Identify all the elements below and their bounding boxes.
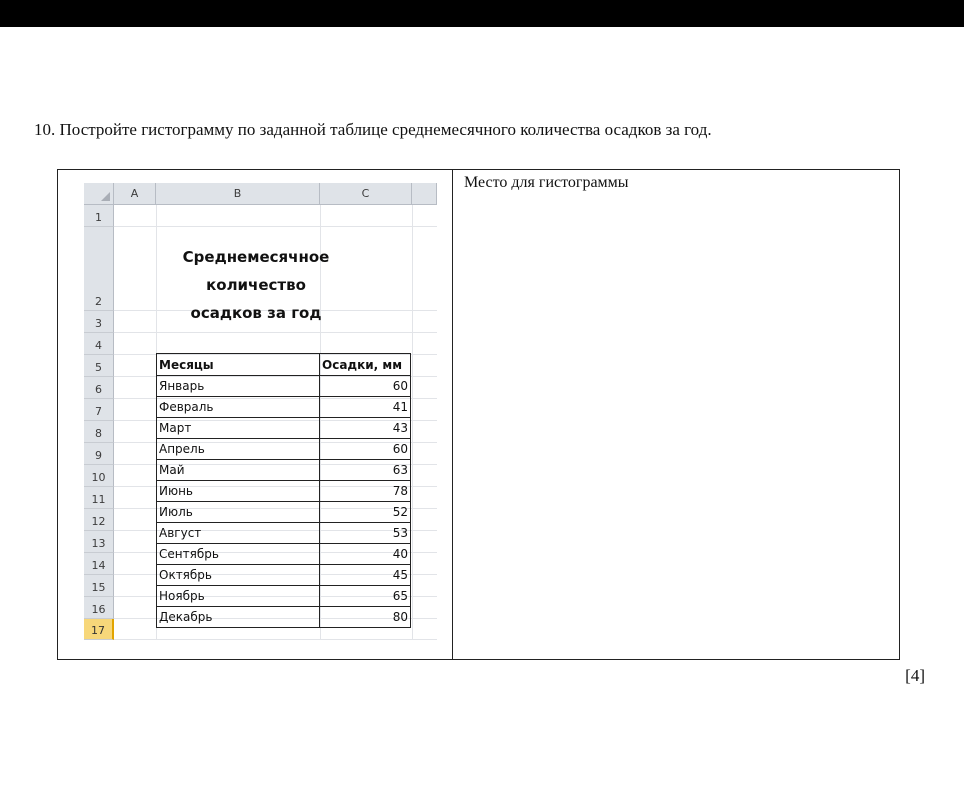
- precip-cell: 45: [320, 565, 411, 586]
- month-cell: Декабрь: [157, 607, 320, 628]
- month-cell: Октябрь: [157, 565, 320, 586]
- row-header: 15: [84, 575, 114, 597]
- precip-cell: 52: [320, 502, 411, 523]
- precip-cell: 60: [320, 439, 411, 460]
- chart-placeholder-label: Место для гистограммы: [464, 174, 629, 191]
- month-cell: Январь: [157, 376, 320, 397]
- row-header: 5: [84, 355, 114, 377]
- column-divider: [452, 170, 453, 659]
- answer-frame: [57, 169, 900, 660]
- precip-cell: 60: [320, 376, 411, 397]
- row-header: 9: [84, 443, 114, 465]
- sheet-title-line: Среднемесячное: [182, 248, 330, 266]
- table-row: [157, 460, 411, 481]
- spreadsheet-image: [84, 183, 437, 649]
- column-header-b: B: [156, 183, 320, 205]
- row-header: 1: [84, 205, 114, 227]
- header-months: Месяцы: [157, 354, 320, 376]
- month-cell: Июнь: [157, 481, 320, 502]
- precip-cell: 43: [320, 418, 411, 439]
- table-row: [157, 376, 411, 397]
- column-header-d: [412, 183, 437, 205]
- month-cell: Июль: [157, 502, 320, 523]
- row-header: 3: [84, 311, 114, 333]
- table-header-row: [157, 354, 411, 376]
- task-text: 10. Постройте гистограмму по заданной таблице среднемесячного количества осадков за год.: [34, 120, 712, 139]
- row-header: 2: [84, 227, 114, 311]
- precip-cell: 65: [320, 586, 411, 607]
- marks-label: [4]: [905, 666, 925, 685]
- row-header: 13: [84, 531, 114, 553]
- sheet-title-line: осадков за год: [190, 304, 322, 322]
- table-row: [157, 481, 411, 502]
- precip-cell: 78: [320, 481, 411, 502]
- row-header: 11: [84, 487, 114, 509]
- table-row: [157, 502, 411, 523]
- month-cell: Ноябрь: [157, 586, 320, 607]
- row-header: 10: [84, 465, 114, 487]
- table-row: [157, 607, 411, 628]
- sheet-title-line: количество: [206, 276, 306, 294]
- month-cell: Март: [157, 418, 320, 439]
- month-cell: Апрель: [157, 439, 320, 460]
- row-header: 7: [84, 399, 114, 421]
- row-header: 17: [84, 619, 114, 640]
- precipitation-table: [156, 353, 411, 628]
- precip-cell: 63: [320, 460, 411, 481]
- table-row: [157, 544, 411, 565]
- month-cell: Май: [157, 460, 320, 481]
- table-row: [157, 565, 411, 586]
- table-row: [157, 586, 411, 607]
- header-precip: Осадки, мм: [320, 354, 411, 376]
- sheet-title: [156, 243, 356, 327]
- row-header: 6: [84, 377, 114, 399]
- row-header: 14: [84, 553, 114, 575]
- table-row: [157, 397, 411, 418]
- table-row: [157, 439, 411, 460]
- top-bar: [0, 0, 964, 27]
- select-all-corner: [84, 183, 114, 205]
- precip-cell: 53: [320, 523, 411, 544]
- row-header: 16: [84, 597, 114, 619]
- table-row: [157, 418, 411, 439]
- table-row: [157, 523, 411, 544]
- month-cell: Февраль: [157, 397, 320, 418]
- month-cell: Август: [157, 523, 320, 544]
- precip-cell: 40: [320, 544, 411, 565]
- column-header-a: A: [114, 183, 156, 205]
- row-header: 8: [84, 421, 114, 443]
- row-header: 4: [84, 333, 114, 355]
- row-header: 12: [84, 509, 114, 531]
- column-header-c: C: [320, 183, 412, 205]
- month-cell: Сентябрь: [157, 544, 320, 565]
- precip-cell: 41: [320, 397, 411, 418]
- precip-cell: 80: [320, 607, 411, 628]
